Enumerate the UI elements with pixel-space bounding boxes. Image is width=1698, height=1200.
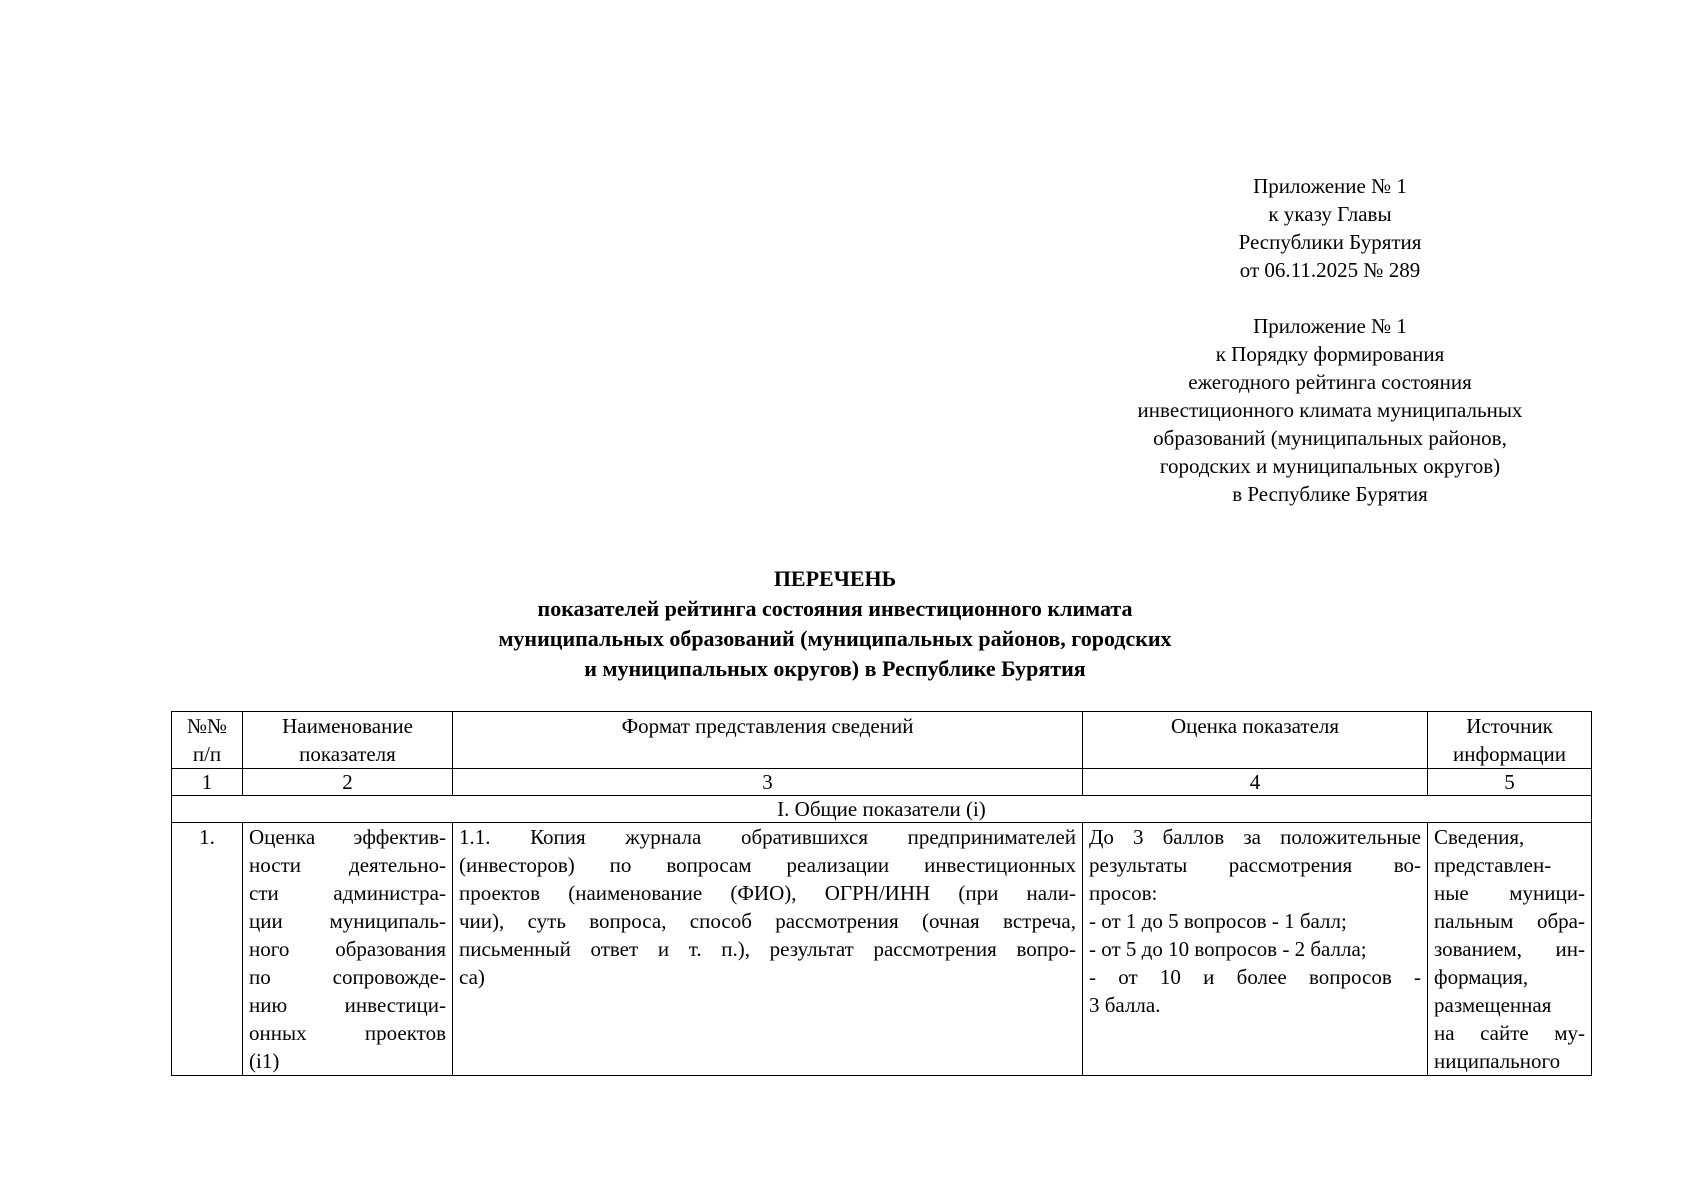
row-1-indicator-name xyxy=(243,823,453,1076)
header-indicator-name xyxy=(243,712,453,769)
row-1-name-line-3: сти администра- xyxy=(249,881,446,905)
row-1-name-line-1: Оценка эффектив- xyxy=(249,825,446,849)
table-header-row xyxy=(172,712,1592,769)
appendix-2-line-3: ежегодного рейтинга состояния xyxy=(1188,370,1472,394)
header-source-line-2: информации xyxy=(1453,742,1566,766)
header-name-line-1: Наименование xyxy=(282,714,413,738)
appendix-2-line-1: Приложение № 1 xyxy=(1253,314,1407,338)
row-1-format-line-6: са) xyxy=(459,965,485,989)
row-1-source xyxy=(1428,823,1592,1076)
section-row xyxy=(172,796,1592,823)
column-numbers-row xyxy=(172,769,1592,796)
column-number-3: 3 xyxy=(453,769,1083,796)
header-evaluation-line-1: Оценка показателя xyxy=(1170,714,1340,738)
row-1-name-line-7: нию инвестици- xyxy=(249,993,446,1017)
row-1-name-line-9: (i1) xyxy=(249,1049,280,1073)
section-title: I. Общие показатели (i) xyxy=(172,796,1592,823)
header-number-line-1: №№ xyxy=(186,714,228,738)
row-1-number: 1. xyxy=(172,823,243,1076)
row-1-name-line-5: ного образования xyxy=(249,937,446,961)
column-number-4: 4 xyxy=(1083,769,1428,796)
header-source xyxy=(1428,712,1592,769)
header-evaluation xyxy=(1083,712,1428,769)
appendix-1-block xyxy=(1180,172,1480,284)
row-1-source-line-4: пальным обра- xyxy=(1434,909,1585,933)
column-number-1: 1 xyxy=(172,769,243,796)
row-1-evaluation-line-1: До 3 баллов за положительные xyxy=(1089,825,1421,849)
title-heading: ПЕРЕЧЕНЬ xyxy=(773,566,897,591)
appendix-2-block xyxy=(1080,312,1580,508)
row-1-name-line-8: онных проектов xyxy=(249,1021,446,1045)
appendix-1-line-2: к указу Главы xyxy=(1268,202,1392,226)
row-1-format-line-4: чии), суть вопроса, способ рассмотрения (очная встреча, xyxy=(459,909,1076,933)
header-name-line-2: показателя xyxy=(299,742,396,766)
row-1-evaluation-line-2: результаты рассмотрения во- xyxy=(1089,853,1421,877)
row-1-format-line-1: 1.1. Копия журнала обратившихся предпринимателей xyxy=(459,825,1076,849)
indicators-table xyxy=(171,711,1592,1076)
row-1-evaluation-line-4: - от 1 до 5 вопросов - 1 балл; xyxy=(1089,909,1347,933)
row-1-format-line-2: (инвесторов) по вопросам реализации инвестиционных xyxy=(459,853,1076,877)
row-1-source-line-1: Сведения, xyxy=(1434,825,1525,849)
row-1-evaluation-line-7: 3 балла. xyxy=(1089,993,1161,1017)
header-format-line-1: Формат представления сведений xyxy=(621,714,914,738)
column-number-2: 2 xyxy=(243,769,453,796)
header-number-line-2: п/п xyxy=(192,742,222,766)
table-row xyxy=(172,823,1592,1076)
row-1-format xyxy=(453,823,1083,1076)
appendix-1-line-3: Республики Бурятия xyxy=(1238,230,1422,254)
title-line-1: показателей рейтинга состояния инвестиционного климата xyxy=(537,596,1133,621)
row-1-name-line-6: по сопровожде- xyxy=(249,965,446,989)
appendix-1-line-1: Приложение № 1 xyxy=(1253,174,1407,198)
row-1-evaluation xyxy=(1083,823,1428,1076)
row-1-source-line-7: размещенная xyxy=(1434,993,1552,1017)
row-1-evaluation-line-6: - от 10 и более вопросов - xyxy=(1089,965,1421,989)
appendix-2-line-5: образований (муниципальных районов, xyxy=(1153,426,1507,450)
row-1-source-line-5: зованием, ин- xyxy=(1434,937,1585,961)
appendix-2-line-4: инвестиционного климата муниципальных xyxy=(1137,398,1523,422)
appendix-2-line-2: к Порядку формирования xyxy=(1215,342,1445,366)
row-1-source-line-8: на сайте му- xyxy=(1434,1021,1585,1045)
appendix-2-line-6: городских и муниципальных округов) xyxy=(1159,454,1501,478)
header-number xyxy=(172,712,243,769)
header-source-line-1: Источник xyxy=(1466,714,1553,738)
row-1-name-line-2: ности деятельно- xyxy=(249,853,446,877)
row-1-evaluation-line-3: просов: xyxy=(1089,881,1158,905)
header-format xyxy=(453,712,1083,769)
row-1-source-line-3: ные муници- xyxy=(1434,881,1585,905)
appendix-1-line-4: от 06.11.2025 № 289 xyxy=(1239,258,1421,282)
row-1-format-line-5: письменный ответ и т. п.), результат рассмотрения вопро- xyxy=(459,937,1076,961)
row-1-evaluation-line-5: - от 5 до 10 вопросов - 2 балла; xyxy=(1089,937,1367,961)
appendix-2-line-7: в Республике Бурятия xyxy=(1232,482,1428,506)
document-title xyxy=(172,564,1498,684)
row-1-source-line-2: представлен- xyxy=(1434,853,1552,877)
row-1-name-line-4: ции муниципаль- xyxy=(249,909,446,933)
title-line-2: муниципальных образований (муниципальных районов, городских xyxy=(498,626,1172,651)
row-1-source-line-6: формация, xyxy=(1434,965,1529,989)
row-1-format-line-3: проектов (наименование (ФИО), ОГРН/ИНН (при нали- xyxy=(459,881,1076,905)
column-number-5: 5 xyxy=(1428,769,1592,796)
title-line-3: и муниципальных округов) в Республике Бурятия xyxy=(584,656,1086,681)
row-1-source-line-9: ниципального xyxy=(1434,1049,1561,1073)
